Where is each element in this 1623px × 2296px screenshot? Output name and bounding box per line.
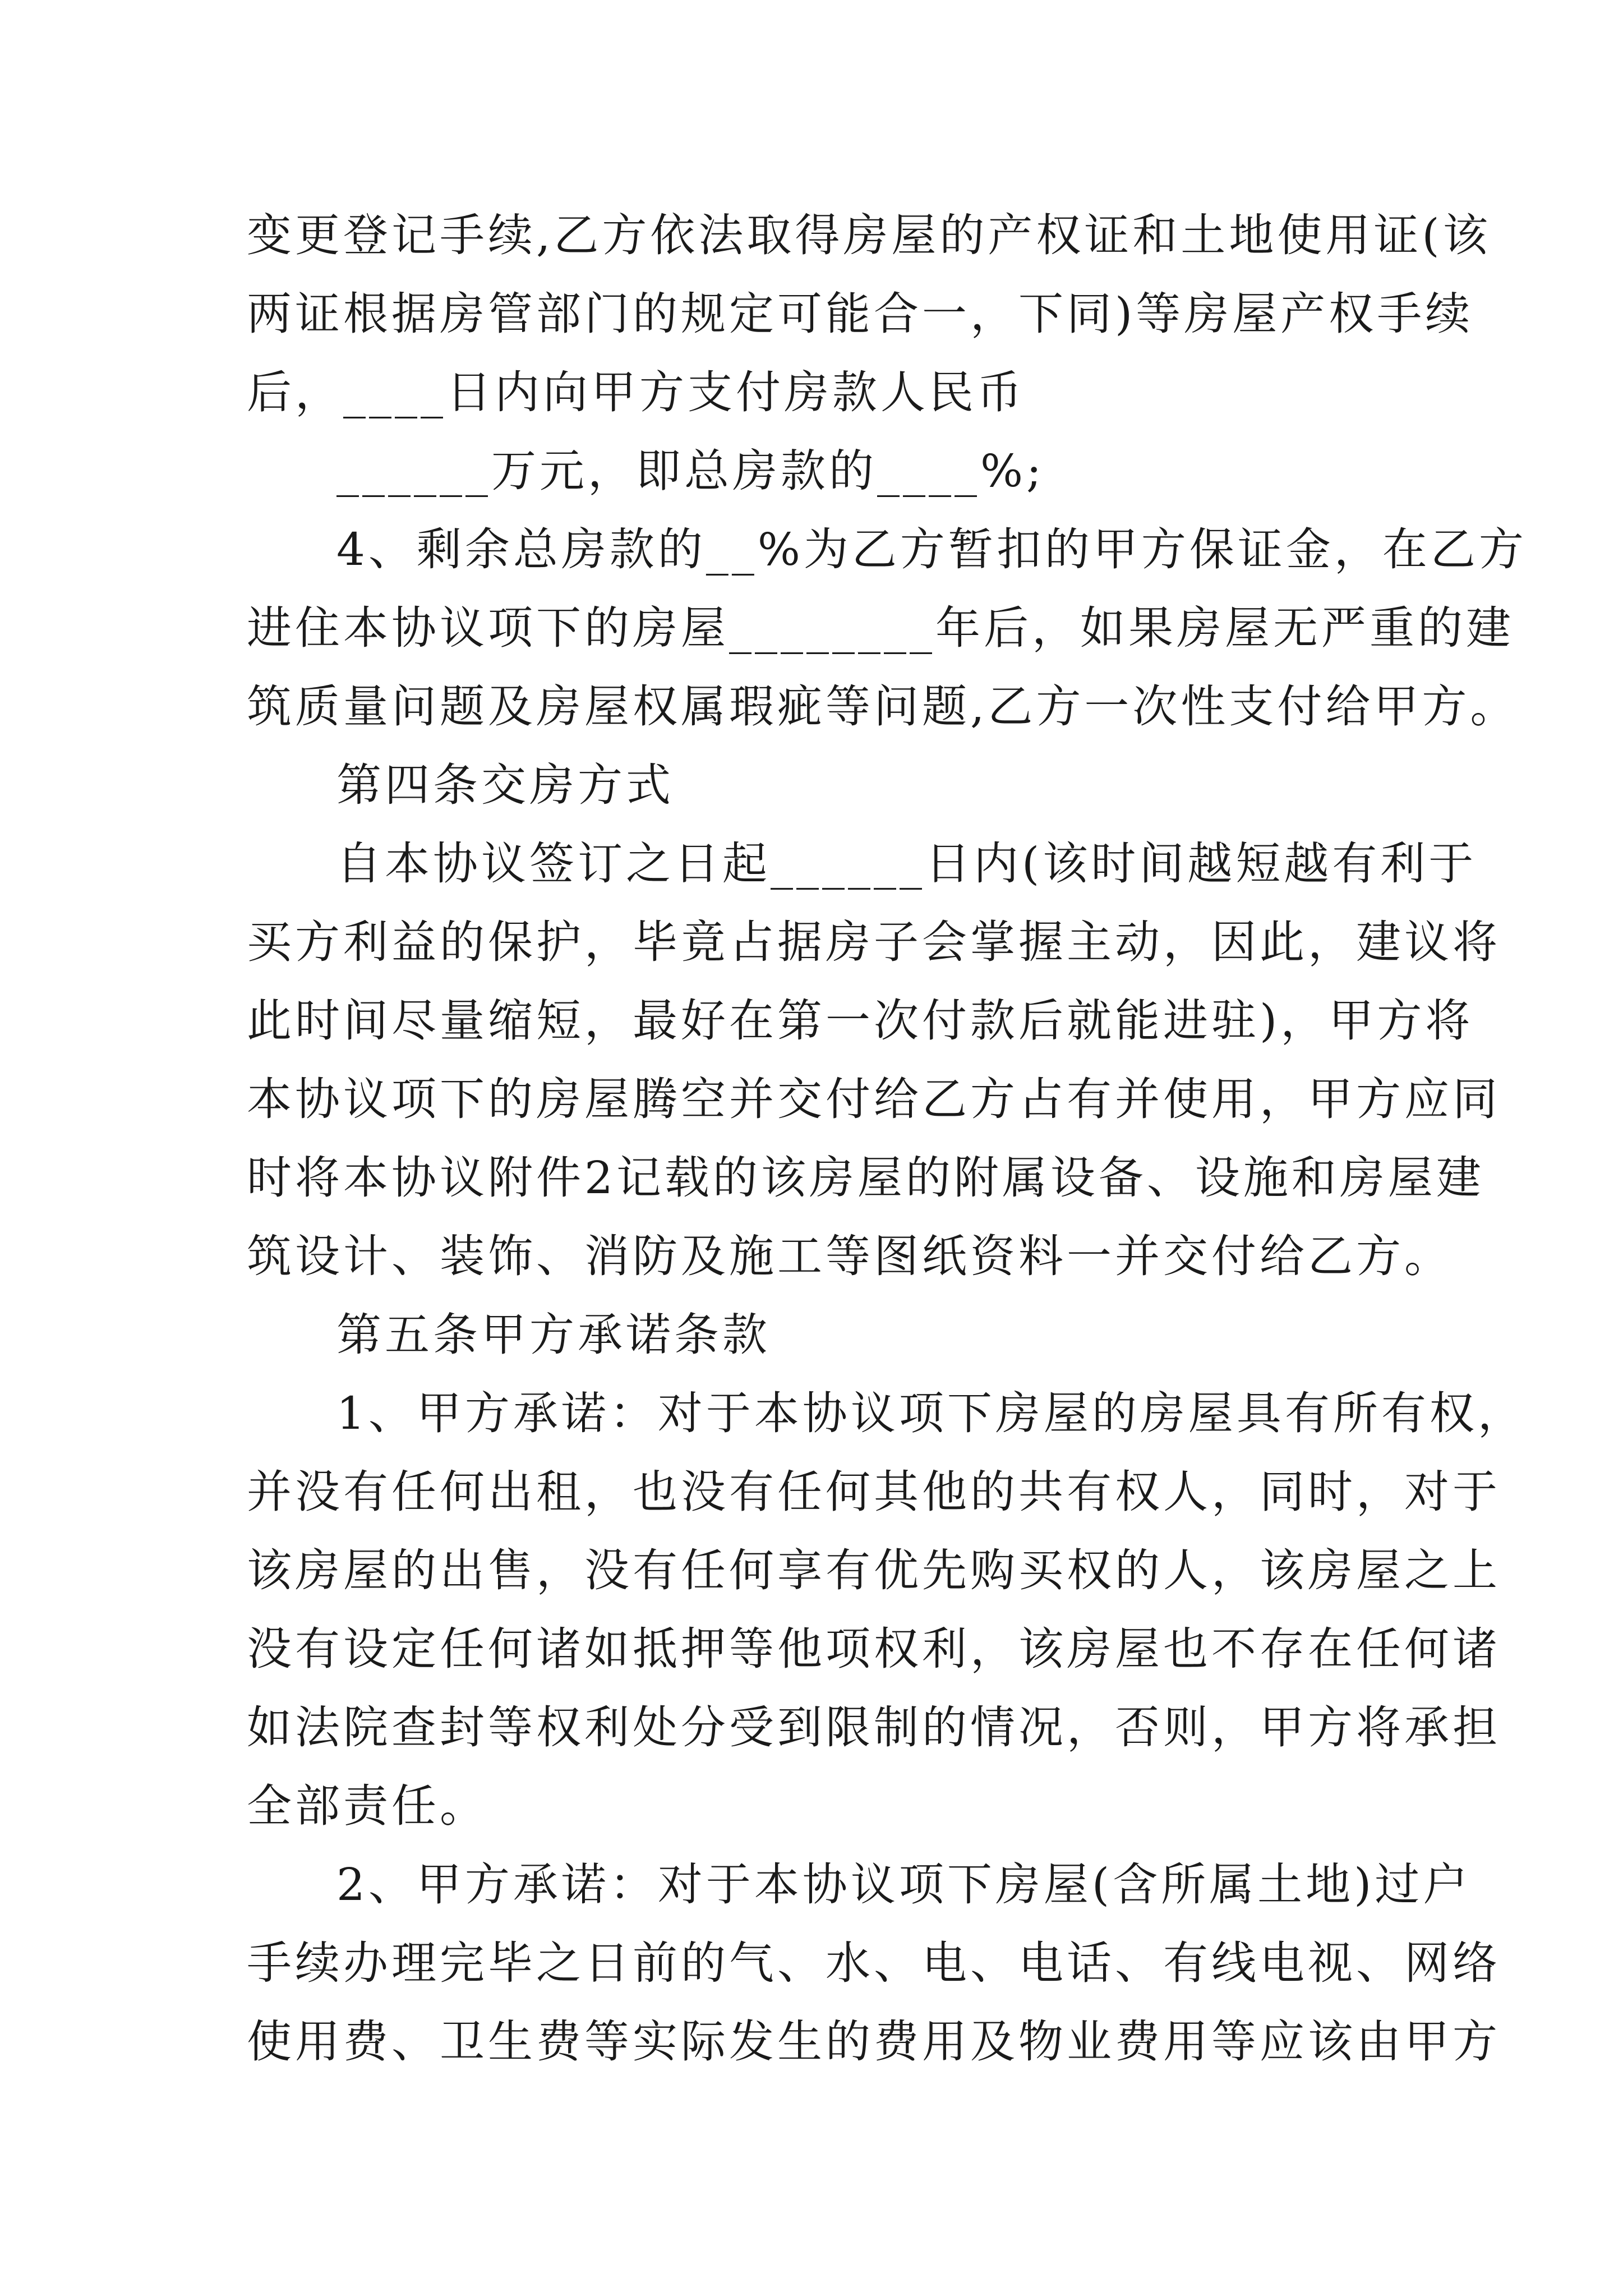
text-line: 此时间尽量缩短，最好在第一次付款后就能进驻)，甲方将 xyxy=(247,995,1474,1047)
text-line: 该房屋的出售，没有任何享有优先购买权的人，该房屋之上 xyxy=(247,1544,1501,1596)
text-line: 全部责任。 xyxy=(247,1780,488,1832)
text-line: 4、剩余总房款的__%为乙方暂扣的甲方保证金，在乙方 xyxy=(336,523,1527,576)
text-line: ______万元，即总房款的____%; xyxy=(336,445,1045,497)
text-line: 筑设计、装饰、消防及施工等图纸资料一并交付给乙方。 xyxy=(247,1230,1453,1282)
text-line: 时将本协议附件2记载的该房屋的附属设备、设施和房屋建 xyxy=(247,1152,1484,1204)
text-line: 使用费、卫生费等实际发生的费用及物业费用等应该由甲方 xyxy=(247,2016,1501,2068)
section-heading: 第五条甲方承诺条款 xyxy=(336,1309,771,1361)
text-line: 变更登记手续,乙方依法取得房屋的产权证和土地使用证(该 xyxy=(247,209,1491,261)
text-line: 并没有任何出租，也没有任何其他的共有权人，同时，对于 xyxy=(247,1466,1501,1518)
text-line: 1、甲方承诺：对于本协议项下房屋的房屋具有所有权， xyxy=(336,1387,1526,1439)
text-line: 筑质量问题及房屋权属瑕疵等问题,乙方一次性支付给甲方。 xyxy=(247,680,1519,733)
text-line: 进住本协议项下的房屋________年后，如果房屋无严重的建 xyxy=(247,602,1514,654)
text-line: 本协议项下的房屋腾空并交付给乙方占有并使用，甲方应同 xyxy=(247,1073,1501,1125)
text-line: 手续办理完毕之日前的气、水、电、电话、有线电视、网络 xyxy=(247,1937,1501,1989)
text-line: 两证根据房管部门的规定可能合一，下同)等房屋产权手续 xyxy=(247,288,1474,340)
text-line: 如法院查封等权利处分受到限制的情况，否则，甲方将承担 xyxy=(247,1701,1501,1754)
text-line: 2、甲方承诺：对于本协议项下房屋(含所属土地)过户 xyxy=(336,1858,1472,1911)
section-heading: 第四条交房方式 xyxy=(336,759,674,811)
text-line: 自本协议签订之日起______日内(该时间越短越有利于 xyxy=(336,838,1477,890)
text-line: 没有设定任何诸如抵押等他项权利，该房屋也不存在任何诸 xyxy=(247,1623,1501,1675)
text-line: 买方利益的保护，毕竟占据房子会掌握主动，因此，建议将 xyxy=(247,916,1501,968)
text-line: 后，____日内向甲方支付房款人民币 xyxy=(247,366,1025,418)
